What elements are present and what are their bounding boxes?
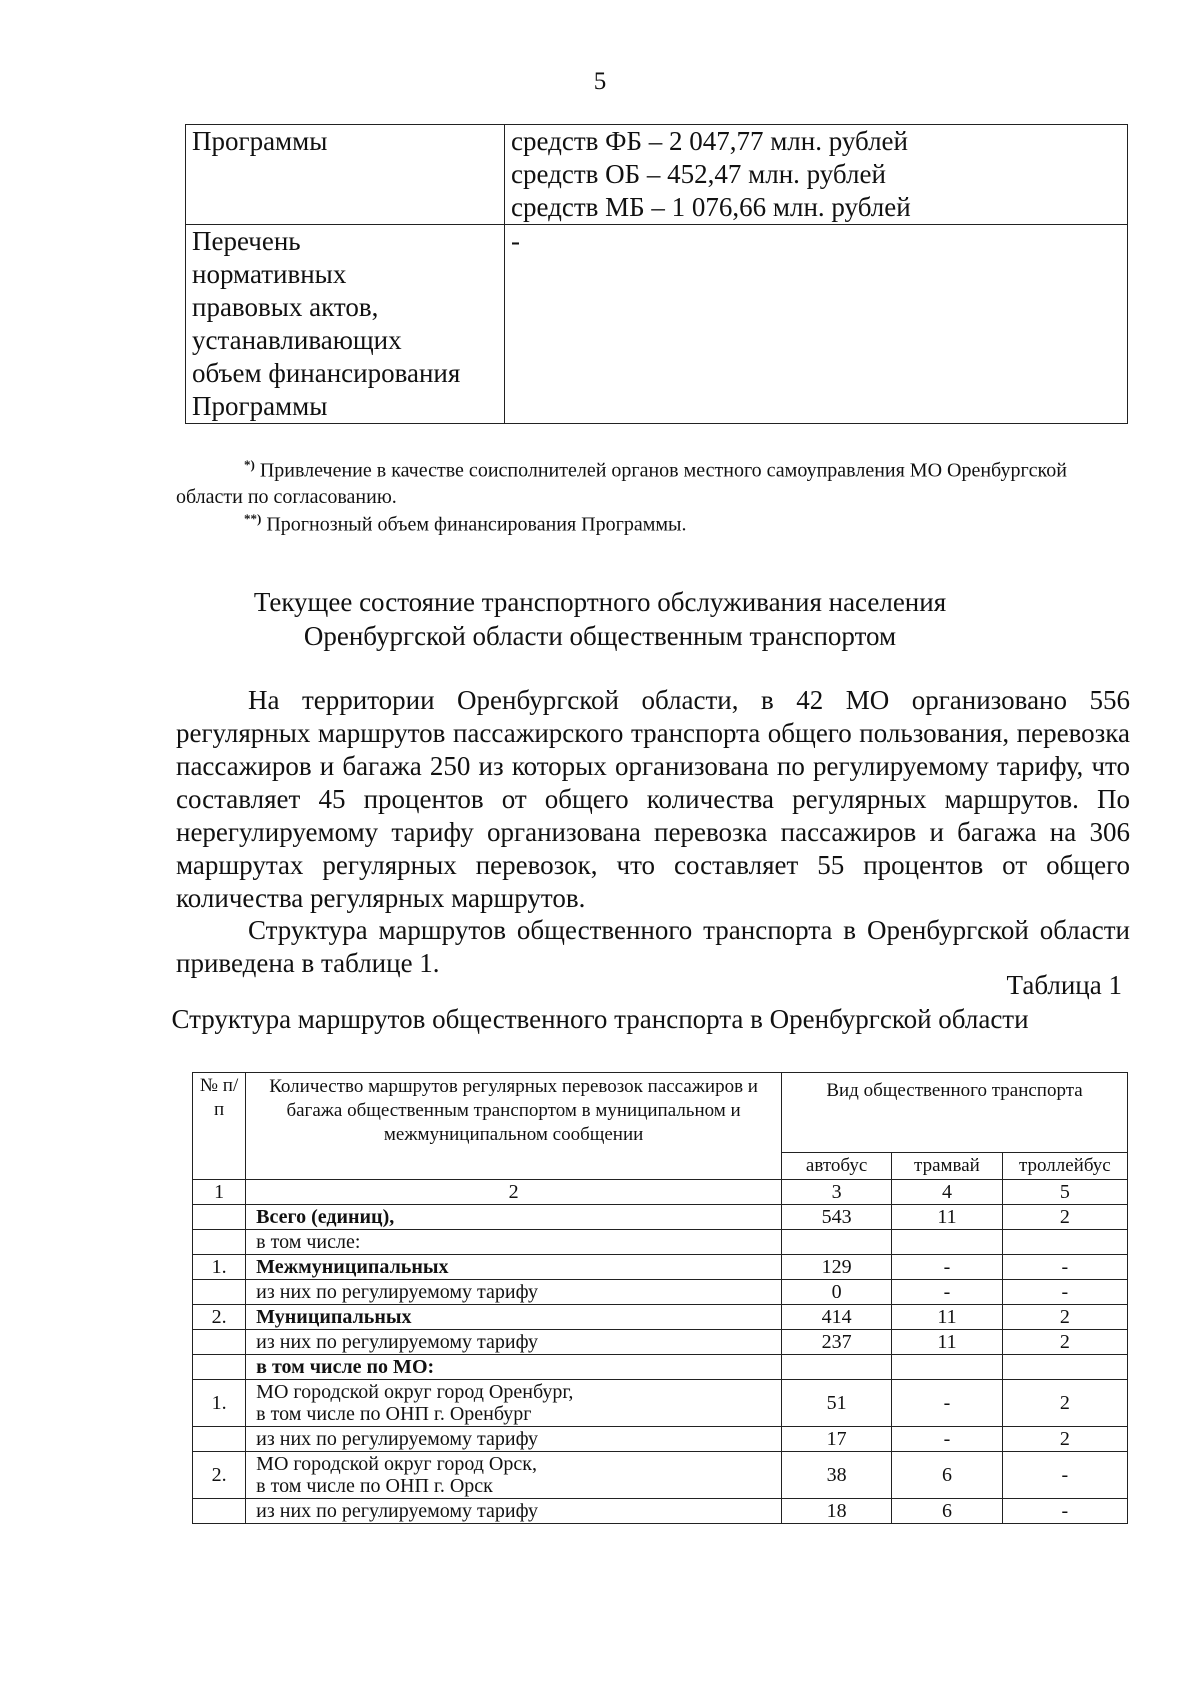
row-description [246, 1205, 782, 1230]
row-number [193, 1355, 246, 1380]
trolleybus-count: - [1002, 1255, 1127, 1280]
cell-line: объем финансирования [192, 358, 461, 388]
description-line: из них по регулируемому тарифу [256, 1428, 539, 1450]
row-number [193, 1427, 246, 1452]
description-line: Всего (единиц), [256, 1206, 395, 1228]
tram-count: 11 [892, 1205, 1002, 1230]
index-row [193, 1180, 1128, 1205]
tram-count: 6 [892, 1452, 1002, 1499]
index-cell: 1 [193, 1180, 246, 1205]
trolleybus-count: 2 [1002, 1330, 1127, 1355]
section-heading-line-1: Текущее состояние транспортного обслуживания населения [253, 587, 947, 617]
tram-count: 6 [892, 1499, 1002, 1524]
trolleybus-count: 2 [1002, 1305, 1127, 1330]
table-row [193, 1452, 1128, 1499]
description-line: МО городской округ город Орск, [256, 1453, 537, 1475]
row-number: 1. [193, 1255, 246, 1280]
bus-count: 18 [782, 1499, 892, 1524]
row-description [246, 1452, 782, 1499]
trolleybus-count [1002, 1355, 1127, 1380]
table-row [193, 1305, 1128, 1330]
row-description [246, 1230, 782, 1255]
row-number [193, 1499, 246, 1524]
cell-line: средств МБ – 1 076,66 млн. рублей [511, 192, 911, 222]
cell-line: средств ОБ – 452,47 млн. рублей [511, 159, 886, 189]
footnote-1 [176, 452, 1126, 510]
index-cell: 3 [782, 1180, 892, 1205]
table-row [186, 125, 1128, 225]
footnote-text: Привлечение в качестве соисполнителей органов местного самоуправления МО Оренбургской области по согласованию. [176, 459, 1067, 508]
table-row [193, 1205, 1128, 1230]
row-description [246, 1255, 782, 1280]
table-row [193, 1330, 1128, 1355]
description-line: Межмуниципальных [256, 1256, 449, 1278]
row-description [246, 1330, 782, 1355]
row-description [246, 1305, 782, 1330]
row-number: 1. [193, 1380, 246, 1427]
tram-count: - [892, 1380, 1002, 1427]
description-line: Муниципальных [256, 1306, 412, 1328]
trolleybus-count: - [1002, 1280, 1127, 1305]
footnote-2 [244, 506, 686, 538]
bus-count: 0 [782, 1280, 892, 1305]
footnote-mark: **) [244, 511, 262, 526]
bus-count: 237 [782, 1330, 892, 1355]
section-heading-line-2: Оренбургской области общественным транспортом [303, 621, 897, 651]
table-label: Таблица 1 [1006, 970, 1122, 1000]
header-transport-type: Вид общественного транспорта [782, 1073, 1128, 1153]
header-desc: Количество маршрутов регулярных перевозок пассажиров и багажа общественным транспортом в муниципальном и межмуниципальном сообщении [246, 1073, 782, 1180]
index-cell: 5 [1002, 1180, 1127, 1205]
table-title: Структура маршрутов общественного транспорта в Оренбургской области [171, 1004, 1029, 1034]
cell-line: Программы [192, 391, 328, 421]
cell-line: Программы [192, 126, 328, 156]
tram-count: - [892, 1255, 1002, 1280]
table-body [193, 1205, 1128, 1524]
row-number: 2. [193, 1452, 246, 1499]
footnote-mark: *) [244, 457, 255, 472]
bus-count: 51 [782, 1380, 892, 1427]
row-number: 2. [193, 1305, 246, 1330]
table-row [193, 1499, 1128, 1524]
description-line: из них по регулируемому тарифу [256, 1331, 539, 1353]
description-line: в том числе: [256, 1231, 361, 1253]
description-line: из них по регулируемому тарифу [256, 1500, 539, 1522]
page-number: 5 [593, 68, 607, 95]
row-number [193, 1230, 246, 1255]
trolleybus-count: 2 [1002, 1380, 1127, 1427]
tram-count [892, 1230, 1002, 1255]
index-cell: 4 [892, 1180, 1002, 1205]
paragraph-text: Структура маршрутов общественного транспорта в Оренбургской области приведена в таблице 1. [176, 915, 1130, 978]
tram-count: - [892, 1427, 1002, 1452]
bus-count: 414 [782, 1305, 892, 1330]
routes-structure-table [192, 1072, 1128, 1524]
table-row [186, 225, 1128, 424]
cell-line: Перечень [192, 226, 301, 256]
label-cell [186, 225, 505, 424]
bus-count: 17 [782, 1427, 892, 1452]
header-row [193, 1073, 1128, 1153]
row-number [193, 1280, 246, 1305]
trolleybus-count: - [1002, 1452, 1127, 1499]
cell-line: правовых актов, [192, 292, 379, 322]
header-trolleybus: троллейбус [1002, 1153, 1127, 1180]
bus-count [782, 1230, 892, 1255]
row-number [193, 1330, 246, 1355]
description-line: в том числе по ОНП г. Орск [256, 1475, 493, 1497]
table-row [193, 1355, 1128, 1380]
description-line: МО городской округ город Оренбург, [256, 1381, 574, 1403]
description-line: в том числе по ОНП г. Оренбург [256, 1403, 532, 1425]
row-description [246, 1499, 782, 1524]
trolleybus-count: 2 [1002, 1205, 1127, 1230]
table-row [193, 1280, 1128, 1305]
cell-line: - [511, 226, 520, 256]
bus-count: 543 [782, 1205, 892, 1230]
row-number [193, 1205, 246, 1230]
trolleybus-count: - [1002, 1499, 1127, 1524]
paragraph-text: На территории Оренбургской области, в 42 МО организовано 556 регулярных маршрутов пассажирского транспорта общего пользования, перевозка пассажиров и багажа 250 из которых организована по регулируемому тарифу, что составляет 45 процентов от общего количества регулярных маршрутов. По нерегулируемому тарифу организована перевозка пассажиров и багажа на 306 маршрутах регулярных перевозок, что составляет 55 процентов от общего количества регулярных маршрутов. [176, 685, 1130, 913]
row-description [246, 1280, 782, 1305]
description-line: в том числе по МО: [256, 1356, 435, 1378]
row-description [246, 1355, 782, 1380]
row-description [246, 1380, 782, 1427]
header-bus: автобус [782, 1153, 892, 1180]
cell-line: нормативных [192, 259, 347, 289]
value-cell [505, 125, 1128, 225]
header-tram: трамвай [892, 1153, 1002, 1180]
tram-count: 11 [892, 1330, 1002, 1355]
bus-count [782, 1355, 892, 1380]
header-num: № п/п [193, 1073, 246, 1180]
trolleybus-count [1002, 1230, 1127, 1255]
tram-count: - [892, 1280, 1002, 1305]
program-info-table [185, 124, 1128, 424]
table-row [193, 1427, 1128, 1452]
cell-line: средств ФБ – 2 047,77 млн. рублей [511, 126, 908, 156]
bus-count: 38 [782, 1452, 892, 1499]
table-row [193, 1380, 1128, 1427]
tram-count: 11 [892, 1305, 1002, 1330]
row-description [246, 1427, 782, 1452]
table-row [193, 1230, 1128, 1255]
trolleybus-count: 2 [1002, 1427, 1127, 1452]
tram-count [892, 1355, 1002, 1380]
index-cell: 2 [246, 1180, 782, 1205]
body-paragraph-1 [176, 684, 1130, 915]
bus-count: 129 [782, 1255, 892, 1280]
cell-line: устанавливающих [192, 325, 402, 355]
label-cell [186, 125, 505, 225]
table-row [193, 1255, 1128, 1280]
footnote-text: Прогнозный объем финансирования Программы. [266, 513, 687, 536]
body-paragraph-2 [176, 914, 1130, 980]
description-line: из них по регулируемому тарифу [256, 1281, 539, 1303]
value-cell [505, 225, 1128, 424]
